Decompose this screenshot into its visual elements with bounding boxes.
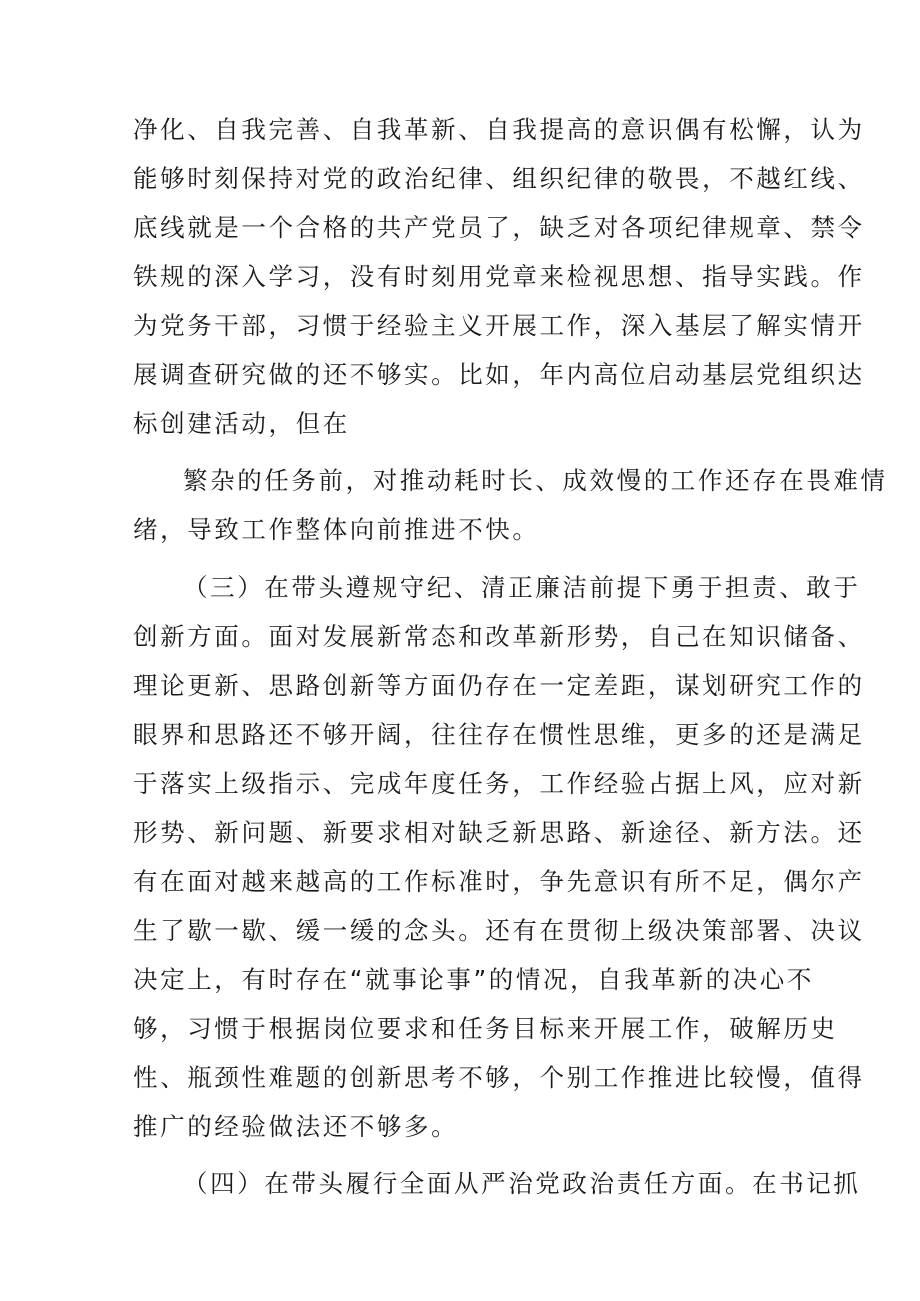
paragraph-1-line-4: 铁规的深入学习，没有时刻用党章来检视思想、指导实践。作 [133,262,865,291]
paragraph-3-line-6: 形势、新问题、新要求相对缺乏新思路、新途径、新方法。还 [133,818,865,847]
paragraph-3-line-7: 有在面对越来越高的工作标准时，争先意识有所不足，偶尔产 [133,867,865,896]
paragraph-1-line-3: 底线就是一个合格的共产党员了，缺乏对各项纪律规章、禁令 [133,213,865,242]
paragraph-2-line-1: 繁杂的任务前，对推动耗时长、成效慢的工作还存在畏难情 [183,466,888,495]
paragraph-4-line-1: （四）在带头履行全面从严治党政治责任方面。在书记抓 [183,1169,861,1198]
paragraph-1-line-7: 标创建活动，但在 [133,409,350,438]
paragraph-2-line-2: 绪，导致工作整体向前推进不快。 [133,515,540,544]
paragraph-3-line-9: 决定上，有时存在“就事论事”的情况，自我革新的决心不 [133,965,814,994]
paragraph-1-line-1: 净化、自我完善、自我革新、自我提高的意识偶有松懈，认为 [133,115,865,144]
paragraph-3-line-3: 理论更新、思路创新等方面仍存在一定差距，谋划研究工作的 [133,671,865,700]
paragraph-3-line-1: （三）在带头遵规守纪、清正廉洁前提下勇于担责、敢于 [183,573,861,602]
paragraph-3-line-11: 性、瓶颈性难题的创新思考不够，个别工作推进比较慢，值得 [133,1063,865,1092]
paragraph-1-line-5: 为党务干部，习惯于经验主义开展工作，深入基层了解实情开 [133,311,865,340]
paragraph-3-line-10: 够，习惯于根据岗位要求和任务目标来开展工作，破解历史 [133,1014,838,1043]
paragraph-3-line-4: 眼界和思路还不够开阔，往往存在惯性思维，更多的还是满足 [133,720,865,749]
paragraph-1-line-6: 展调查研究做的还不够实。比如，年内高位启动基层党组织达 [133,360,865,389]
paragraph-1-line-2: 能够时刻保持对党的政治纪律、组织纪律的敬畏，不越红线、 [133,164,865,193]
paragraph-3-line-8: 生了歇一歇、缓一缓的念头。还有在贯彻上级决策部署、决议 [133,916,865,945]
paragraph-3-line-12: 推广的经验做法还不够多。 [133,1112,459,1141]
paragraph-3-line-5: 于落实上级指示、完成年度任务，工作经验占据上风，应对新 [133,769,865,798]
paragraph-3-line-2: 创新方面。面对发展新常态和改革新形势，自己在知识储备、 [133,622,865,651]
